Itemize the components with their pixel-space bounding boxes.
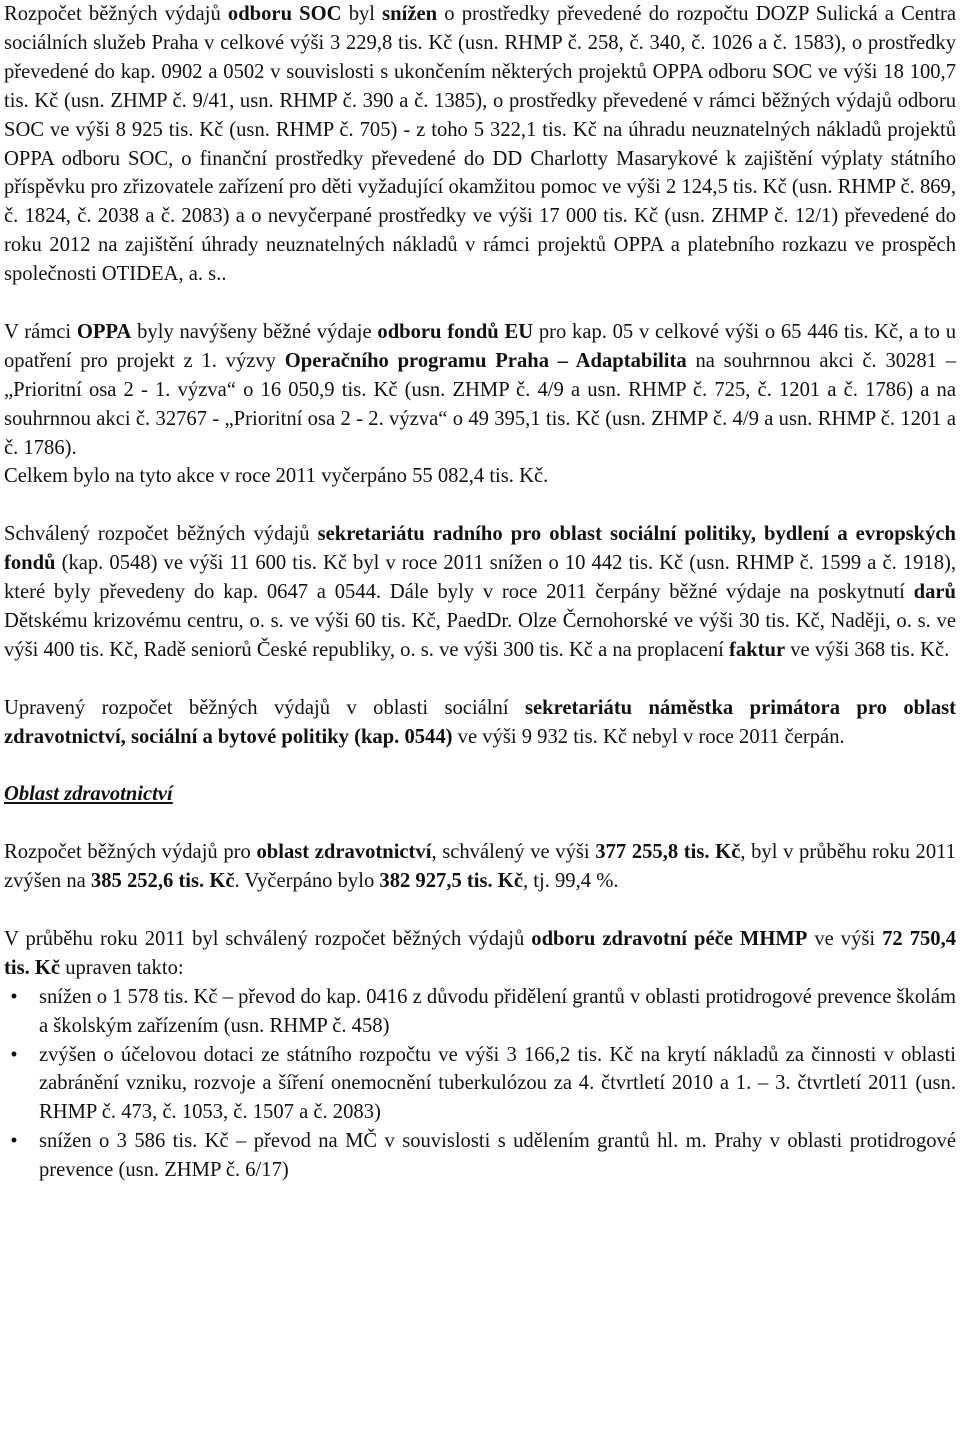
paragraph-odbor-zdravotni-pece (4, 925, 956, 983)
text-run: pro kap. 05 v celkové výši o 65 446 tis. Kč, a to u opatření pro projekt z 1. výzvy (4, 320, 957, 372)
list-item-text: zvýšen o účelovou dotaci ze státního rozpočtu ve výši 3 166,2 tis. Kč na krytí nákladů za činnosti v oblasti zabránění vzniku, rozvoje a šíření onemocnění tuberkulózou za 4. čtvrtletí 2010 a 1. – 3. čtvrtletí 2011 (usn. RHMP č. 473, č. 1053, č. 1507 a č. 2083) (39, 1043, 956, 1124)
emphasis-amount-raised: 385 252,6 tis. Kč (90, 870, 235, 893)
list-item-text: snížen o 3 586 tis. Kč – převod na MČ v souvislosti s udělením grantů hl. m. Prahy v oblasti protidrogové prevence (usn. ZHMP č. 6/17) (39, 1130, 956, 1182)
text-run: ve výši 368 tis. Kč. (785, 638, 950, 661)
text-run: Rozpočet běžných výdajů (4, 3, 228, 25)
text-run: Schválený rozpočet běžných výdajů (4, 523, 318, 546)
text-run: V průběhu roku 2011 byl schválený rozpočet běžných výdajů (4, 927, 532, 950)
section-heading: Oblast zdravotnictví (4, 783, 173, 806)
list-item (4, 1041, 956, 1128)
paragraph-sekretariat-radniho (4, 520, 956, 665)
text-run: Upravený rozpočet běžných výdajů v oblasti sociální (4, 696, 525, 719)
text-run: ve výši (807, 927, 883, 950)
list-item (4, 1127, 956, 1185)
emphasis-faktur: faktur (729, 638, 786, 661)
emphasis-odboru-fondu-eu: odboru fondů EU (377, 320, 534, 343)
text-run: Rozpočet běžných výdajů pro (4, 841, 257, 864)
text-run: o prostředky převedené do rozpočtu DOZP Sulická a Centra sociálních služeb Praha v celkové výši 3 229,8 tis. Kč (usn. RHMP č. 258, č. 340, č. 1026 a č. 1583), o prostředky převedené do kap. 0902 a 0502 v souvislosti s ukončením některých projektů OPPA odboru SOC ve výši 18 100,7 tis. Kč (usn. ZHMP č. 9/41, usn. RHMP č. 390 a č. 1385), o prostředky převedené v rámci běžných výdajů odboru SOC ve výši 8 925 tis. Kč (usn. RHMP č. 705) - z toho 5 322,1 tis. Kč na úhradu neuznatelných nákladů projektů OPPA odboru SOC, o finanční prostředky převedené do DD Charlotty Masarykové k zajištění výplaty státního příspěvku pro zřizovatele zařízení pro děti vyžadující okamžitou pomoc ve výši 2 124,5 tis. Kč (usn. RHMP č. 869, č. 1824, č. 2038 a č. 2083) a o nevyčerpané prostředky ve výši 17 000 tis. Kč (usn. ZHMP č. 12/1) převedené do roku 2012 na zajištění úhrady neuznatelných nákladů v rámci projektů OPPA a platebního rozkazu ve prospěch společnosti OTIDEA, a. s.. (4, 3, 956, 286)
paragraph-oppa (4, 318, 956, 463)
text-run: upraven takto: (60, 956, 184, 979)
text-run: byl (341, 3, 383, 25)
emphasis-snizen: snížen (382, 3, 438, 25)
paragraph-sekretariat-namestka (4, 694, 956, 752)
bullet-icon: • (10, 1043, 18, 1066)
bullet-icon: • (10, 1130, 18, 1153)
emphasis-sekretariat-namestka: sekretariátu náměstka primátora pro oblast zdravotnictví, sociální a bytové politiky (kap. 0544) (4, 696, 957, 748)
paragraph-soc-budget (4, 0, 956, 289)
emphasis-odbor-zdravotni-pece: odboru zdravotní péče MHMP (531, 927, 808, 950)
emphasis-oppa: OPPA (76, 320, 132, 343)
text-run: Dětskému krizovému centru, o. s. ve výši 60 tis. Kč, PaedDr. Olze Černohorské ve výši 30 tis. Kč, Naději, o. s. ve výši 400 tis. Kč, Radě seniorů České republiky, o. s. ve výši 300 tis. Kč a na proplacení (4, 610, 956, 661)
text-run: . Vyčerpáno bylo (234, 870, 380, 893)
emphasis-daru: darů (913, 581, 956, 604)
list-item-text: snížen o 1 578 tis. Kč – převod do kap. 0416 z důvodu přidělení grantů v oblasti protidrogové prevence školám a školským zařízením (usn. RHMP č. 458) (39, 985, 956, 1037)
paragraph-zdravotnictvi-budget (4, 838, 956, 896)
text-run: ve výši 9 932 tis. Kč nebyl v roce 2011 čerpán. (452, 725, 845, 748)
text-run: na souhrnnou akci č. 30281 – „Prioritní osa 2 - 1. výzva“ o 16 050,9 tis. Kč (usn. ZHMP č. 4/9 a usn. RHMP č. 725, č. 1201 a č. 1786) a na souhrnnou akci č. 32767 - „Prioritní osa 2 - 2. výzva“ o 49 395,1 tis. Kč (usn. ZHMP č. 4/9 a usn. RHMP č. 1201 a č. 1786). (4, 349, 957, 459)
text-run: , schválený ve výši (431, 841, 596, 864)
emphasis-oblast-zdravotnictvi: oblast zdravotnictví (256, 841, 432, 864)
text-run: (kap. 0548) ve výši 11 600 tis. Kč byl v roce 2011 snížen o 10 442 tis. Kč (usn. RHMP č. 1599 a č. 1918), které byly převedeny do kap. 0647 a 0544. Dále byly v roce 2011 čerpány běžné výdaje na poskytnutí (4, 552, 956, 604)
list-item (4, 983, 956, 1041)
bullet-icon: • (10, 985, 18, 1008)
emphasis-amount: 72 750,4 tis. Kč (4, 927, 957, 979)
emphasis-op-praha-adaptabilita: Operačního programu Praha – Adaptabilita (284, 349, 687, 372)
emphasis-odboru-soc: odboru SOC (227, 3, 342, 25)
text-run: , byl v průběhu roku 2011 zvýšen na (4, 841, 956, 893)
emphasis-amount-approved: 377 255,8 tis. Kč (595, 841, 741, 864)
text-run: byly navýšeny běžné výdaje (131, 320, 378, 343)
text-run: , tj. 99,4 %. (522, 870, 619, 893)
adjustment-list (4, 983, 956, 1185)
emphasis-amount-spent: 382 927,5 tis. Kč (379, 870, 523, 893)
emphasis-sekretariat-radniho: sekretariátu radního pro oblast sociální politiky, bydlení a evropských fondů (4, 523, 956, 575)
text-run: V rámci (4, 320, 77, 343)
paragraph-oppa-total: Celkem bylo na tyto akce v roce 2011 vyčerpáno 55 082,4 tis. Kč. (4, 465, 549, 488)
